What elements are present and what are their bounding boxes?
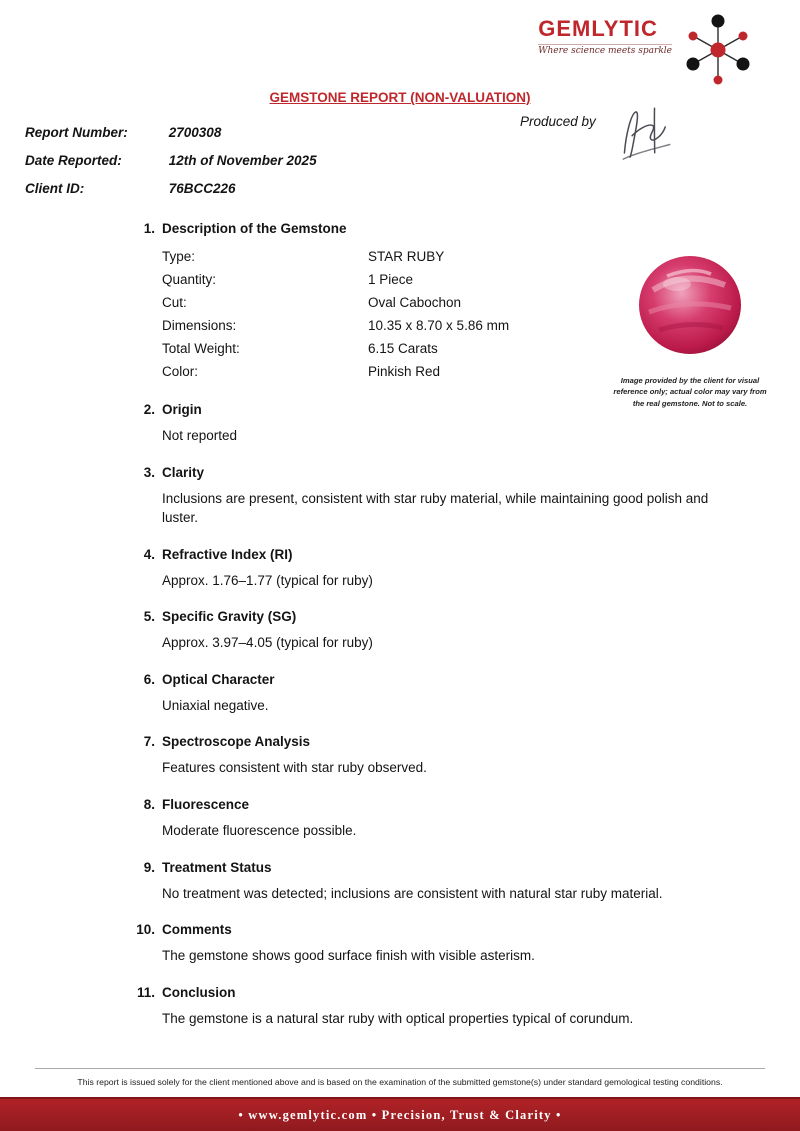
section-heading: Treatment Status xyxy=(162,859,272,875)
report-meta xyxy=(25,119,800,203)
section-heading: Description of the Gemstone xyxy=(162,221,347,236)
spec-value: Oval Cabochon xyxy=(368,295,462,310)
section-body: Uniaxial negative. xyxy=(162,697,269,713)
footer-bar-text: • www.gemlytic.com • Precision, Trust & Clarity • xyxy=(238,1107,562,1122)
section-heading: Refractive Index (RI) xyxy=(162,546,293,562)
section-optical-character xyxy=(0,672,760,716)
section-number: 7. xyxy=(143,734,155,750)
section-body: Features consistent with star ruby observed. xyxy=(162,760,427,776)
section-body: The gemstone is a natural star ruby with optical properties typical of corundum. xyxy=(162,1010,634,1026)
meta-label: Client ID: xyxy=(25,181,85,196)
spec-label: Quantity: xyxy=(162,272,217,287)
logo-tagline: Where science meets sparkle xyxy=(538,46,672,56)
section-number: 1. xyxy=(143,221,155,236)
section-number: 3. xyxy=(143,464,155,480)
footer-brand-bar xyxy=(0,1097,800,1131)
section-number: 11. xyxy=(136,984,155,1000)
logo-block xyxy=(538,10,754,90)
section-specific-gravity xyxy=(0,609,760,653)
meta-row-report-number xyxy=(25,119,800,147)
section-heading: Specific Gravity (SG) xyxy=(162,609,297,625)
section-number: 9. xyxy=(143,859,155,875)
section-body: Approx. 1.76–1.77 (typical for ruby) xyxy=(162,572,373,588)
footer xyxy=(0,1068,800,1087)
section-heading: Conclusion xyxy=(162,984,236,1000)
section-heading: Optical Character xyxy=(162,671,275,687)
gemstone-photo xyxy=(637,252,743,358)
section-heading: Clarity xyxy=(162,464,205,480)
section-clarity xyxy=(0,465,760,528)
section-body: Moderate fluorescence possible. xyxy=(162,822,357,838)
section-number: 6. xyxy=(143,671,155,687)
footer-divider xyxy=(35,1068,765,1069)
section-conclusion xyxy=(0,985,760,1029)
spec-value: 10.35 x 8.70 x 5.86 mm xyxy=(368,318,510,333)
section-spectroscope-analysis xyxy=(0,734,760,778)
spec-label: Total Weight: xyxy=(162,341,240,356)
meta-row-client-id xyxy=(25,175,800,203)
signature-scribble xyxy=(608,100,680,168)
meta-row-date-reported xyxy=(25,147,800,175)
section-fluorescence xyxy=(0,797,760,841)
section-comments xyxy=(0,922,760,966)
section-treatment-status xyxy=(0,860,760,904)
section-heading: Comments xyxy=(162,922,232,938)
section-number: 2. xyxy=(143,402,155,417)
report-number-value: 2700308 xyxy=(168,125,222,140)
client-id-value: 76BCC226 xyxy=(168,181,236,196)
section-number: 5. xyxy=(143,609,155,625)
section-number: 8. xyxy=(143,796,155,812)
produced-by-label: Produced by xyxy=(520,114,596,129)
section-number: 4. xyxy=(143,546,155,562)
section-heading: Origin xyxy=(162,402,202,417)
section-number: 10. xyxy=(136,922,155,938)
spec-value: Pinkish Red xyxy=(368,364,441,379)
date-reported-value: 12th of November 2025 xyxy=(168,153,317,168)
meta-label: Report Number: xyxy=(25,125,128,140)
spec-value: STAR RUBY xyxy=(368,249,445,264)
section-body: No treatment was detected; inclusions are consistent with natural star ruby material. xyxy=(162,885,663,901)
section-heading: Spectroscope Analysis xyxy=(162,734,311,750)
logo-textwrap xyxy=(538,10,672,56)
spec-label: Cut: xyxy=(162,295,187,310)
spec-label: Dimensions: xyxy=(162,318,237,333)
section-body: Not reported xyxy=(162,428,238,443)
report-title: GEMSTONE REPORT (NON-VALUATION) xyxy=(269,90,531,105)
spec-value: 1 Piece xyxy=(368,272,414,287)
section-body: Inclusions are present, consistent with star ruby material, while maintaining good polish and luster. xyxy=(162,490,709,526)
spec-label: Color: xyxy=(162,364,199,379)
section-heading: Fluorescence xyxy=(162,796,250,812)
gem-image-block xyxy=(606,252,774,409)
spec-value: 6.15 Carats xyxy=(368,341,438,356)
footer-disclaimer: This report is issued solely for the client mentioned above and is based on the examination of the submitted gemstone(s) under standard gemological testing conditions. xyxy=(77,1077,723,1087)
gem-image-caption: Image provided by the client for visual reference only; actual color may vary from the real gemstone. Not to scale. xyxy=(613,376,767,408)
meta-label: Date Reported: xyxy=(25,153,122,168)
gemlytic-molecule-logo-icon xyxy=(682,10,754,90)
section-body: The gemstone shows good surface finish with visible asterism. xyxy=(162,948,535,964)
spec-label: Type: xyxy=(162,249,196,264)
section-refractive-index xyxy=(0,547,760,591)
section-body: Approx. 3.97–4.05 (typical for ruby) xyxy=(162,635,373,651)
logo-wordmark: GEMLYTIC xyxy=(538,16,658,41)
